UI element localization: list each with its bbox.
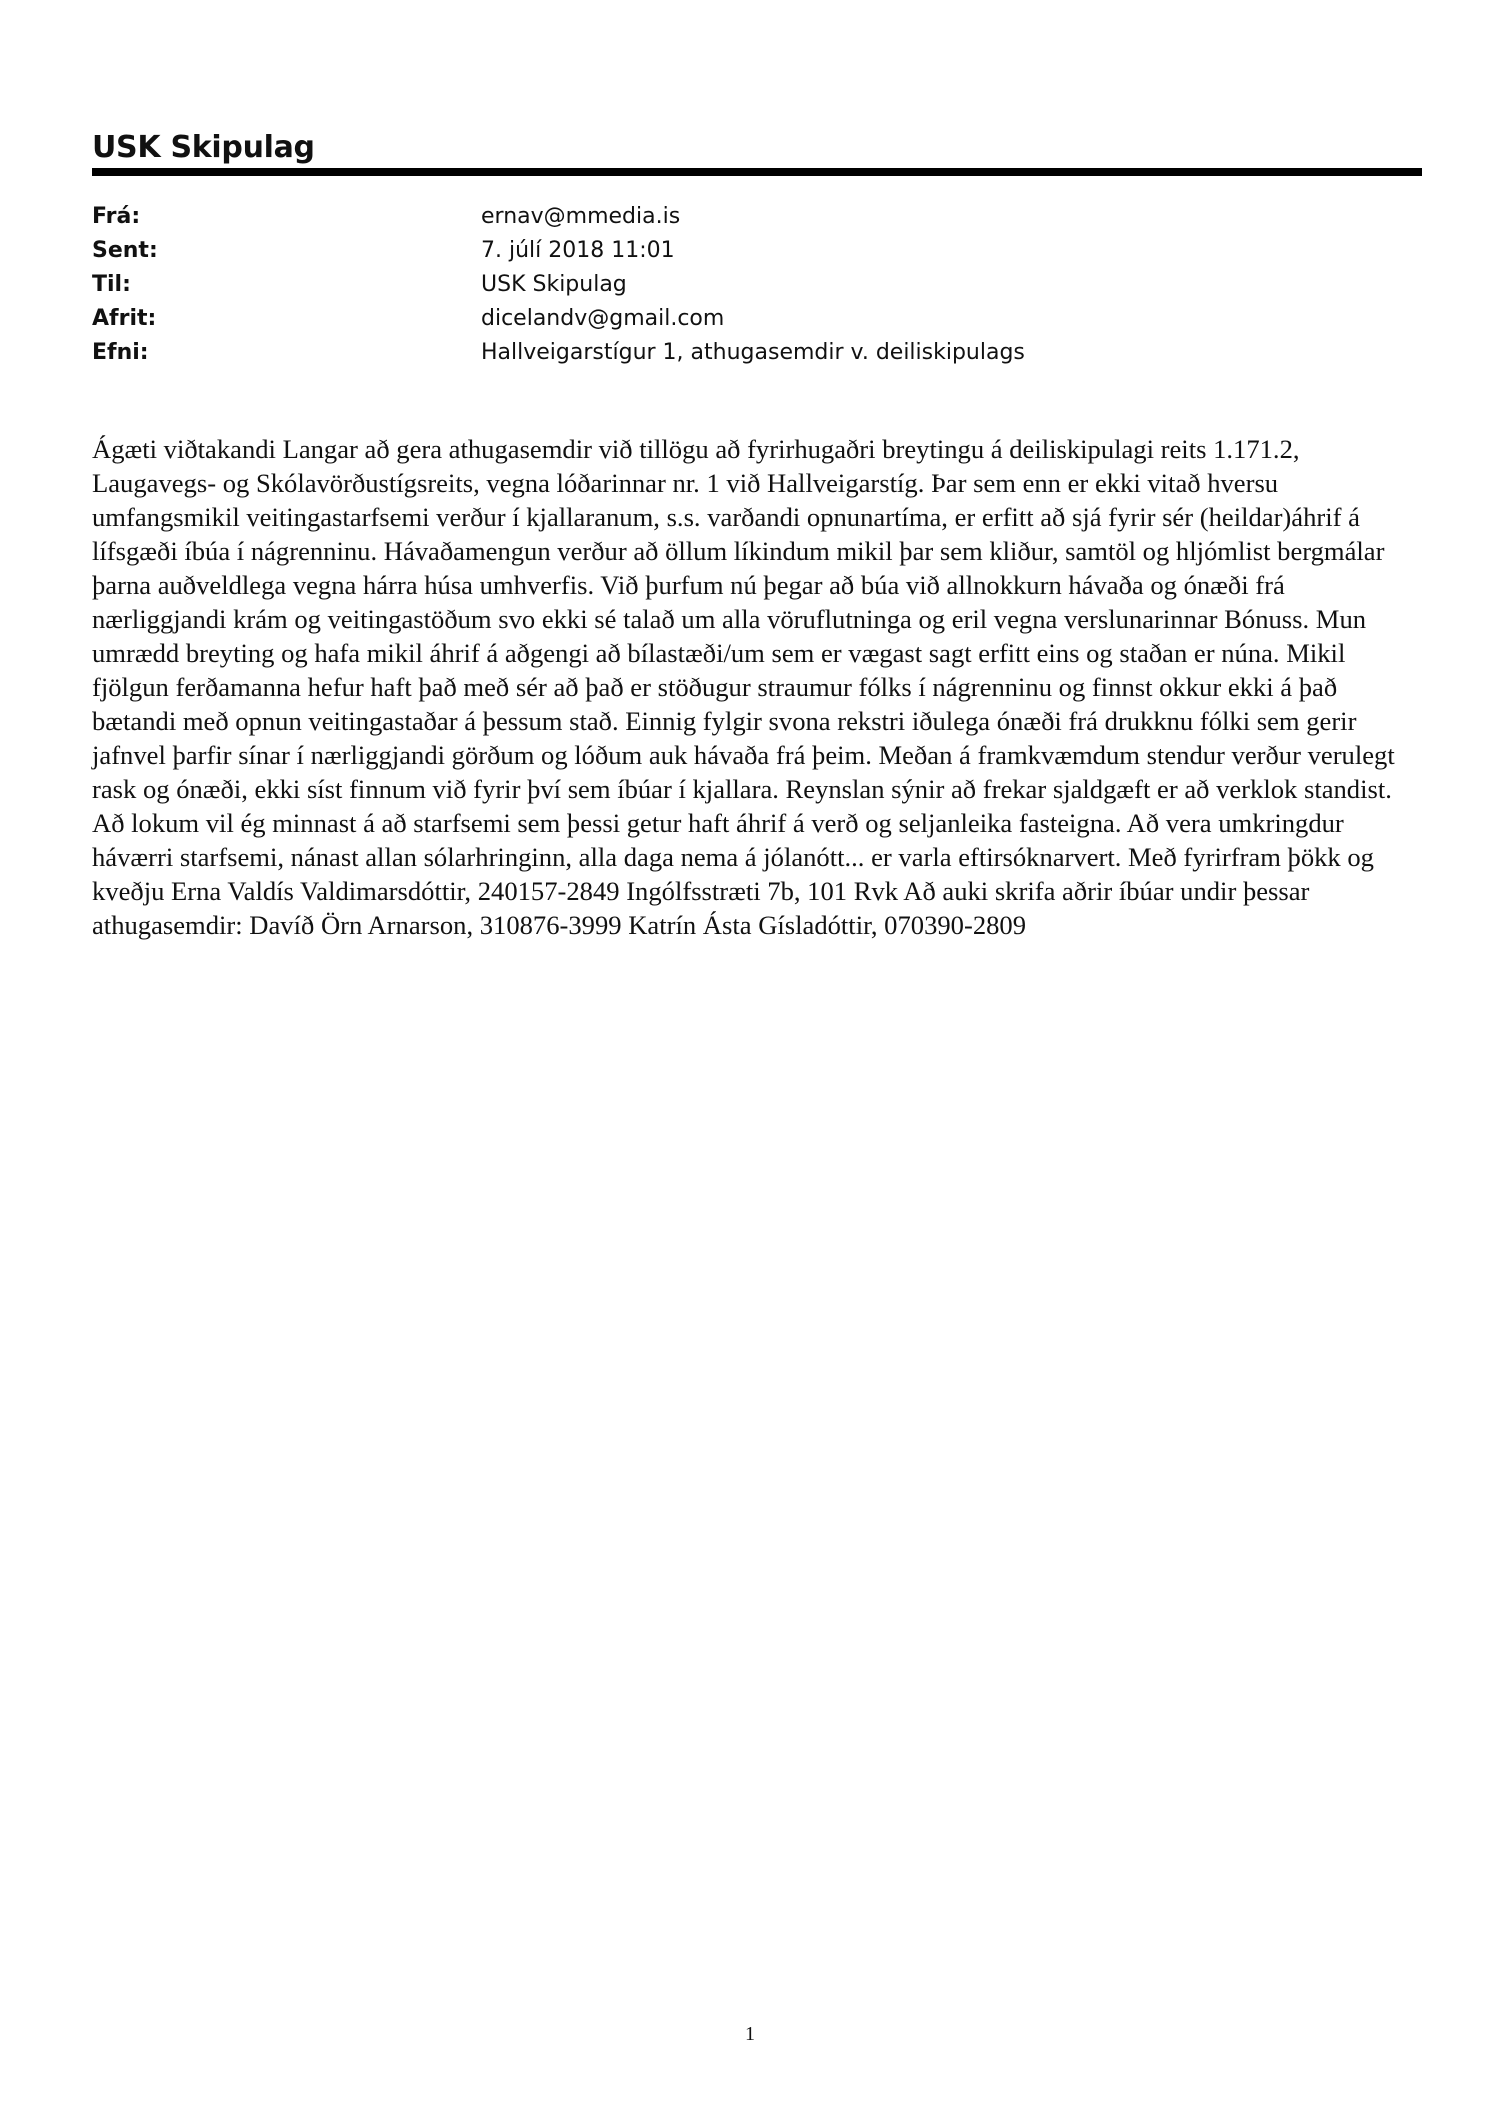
email-headers: [92, 200, 1422, 370]
header-value-to: USK Skipulag: [481, 272, 627, 297]
header-value-sent: 7. júlí 2018 11:01: [481, 238, 675, 263]
header-row-to: [92, 268, 1422, 302]
header-value-from: ernav@mmedia.is: [481, 204, 681, 229]
header-value-cc: dicelandv@gmail.com: [481, 306, 725, 331]
title-rule: [92, 168, 1422, 176]
header-row-cc: [92, 302, 1422, 336]
header-label-subject: Efni:: [92, 340, 149, 365]
header-row-from: [92, 200, 1422, 234]
email-body: Ágæti viðtakandi Langar að gera athugasemdir við tillögu að fyrirhugaðri breytingu á deiliskipulagi reits 1.171.2, Laugavegs- og Skólavörðustígsreits, vegna lóðarinnar nr. 1 við Hallveigarstíg. Þar sem enn er ekki vitað hversu umfangsmikil veitingastarfsemi verður í kjallaranum, s.s. varðandi opnunartíma, er erfitt að sjá fyrir sér (heildar)áhrif á lífsgæði íbúa í nágrenninu. Hávaðamengun verður að öllum líkindum mikil þar sem kliður, samtöl og hljómlist bergmálar þarna auðveldlega vegna hárra húsa umhverfis. Við þurfum nú þegar að búa við allnokkurn hávaða og ónæði frá nærliggjandi krám og veitingastöðum svo ekki sé talað um alla vöruflutninga og eril vegna verslunarinnar Bónuss. Mun umrædd breyting og hafa mikil áhrif á aðgengi að bílastæði/um sem er vægast sagt erfitt eins og staðan er núna. Mikil fjölgun ferðamanna hefur haft það með sér að það er stöðugur straumur fólks í nágrenninu og finnst okkur ekki á það bætandi með opnun veitingastaðar á þessum stað. Einnig fylgir svona rekstri iðulega ónæði frá drukknu fólki sem gerir jafnvel þarfir sínar í nærliggjandi görðum og lóðum auk hávaða frá þeim. Meðan á framkvæmdum stendur verður verulegt rask og ónæði, ekki síst finnum við fyrir því sem íbúar í kjallara. Reynslan sýnir að frekar sjaldgæft er að verklok standist. Að lokum vil ég minnast á að starfsemi sem þessi getur haft áhrif á verð og seljanleika fasteigna. Að vera umkringdur háværri starfsemi, nánast allan sólarhringinn, alla daga nema á jólanótt... er varla eftirsóknarvert. Með fyrirfram þökk og kveðju Erna Valdís Valdimarsdóttir, 240157-2849 Ingólfsstræti 7b, 101 Rvk Að auki skrifa aðrir íbúar undir þessar athugasemdir: Davíð Örn Arnarson, 310876-3999 Katrín Ásta Gísladóttir, 070390-2809: [92, 434, 1395, 940]
header-row-subject: [92, 336, 1422, 370]
header-label-to: Til:: [92, 272, 131, 297]
mailbox-title: USK Skipulag: [92, 130, 315, 165]
header-label-cc: Afrit:: [92, 306, 157, 331]
page-number: 1: [745, 2023, 755, 2045]
header-label-sent: Sent:: [92, 238, 158, 263]
header-row-sent: [92, 234, 1422, 268]
header-label-from: Frá:: [92, 204, 141, 229]
header-value-subject: Hallveigarstígur 1, athugasemdir v. deiliskipulags: [481, 340, 1025, 365]
